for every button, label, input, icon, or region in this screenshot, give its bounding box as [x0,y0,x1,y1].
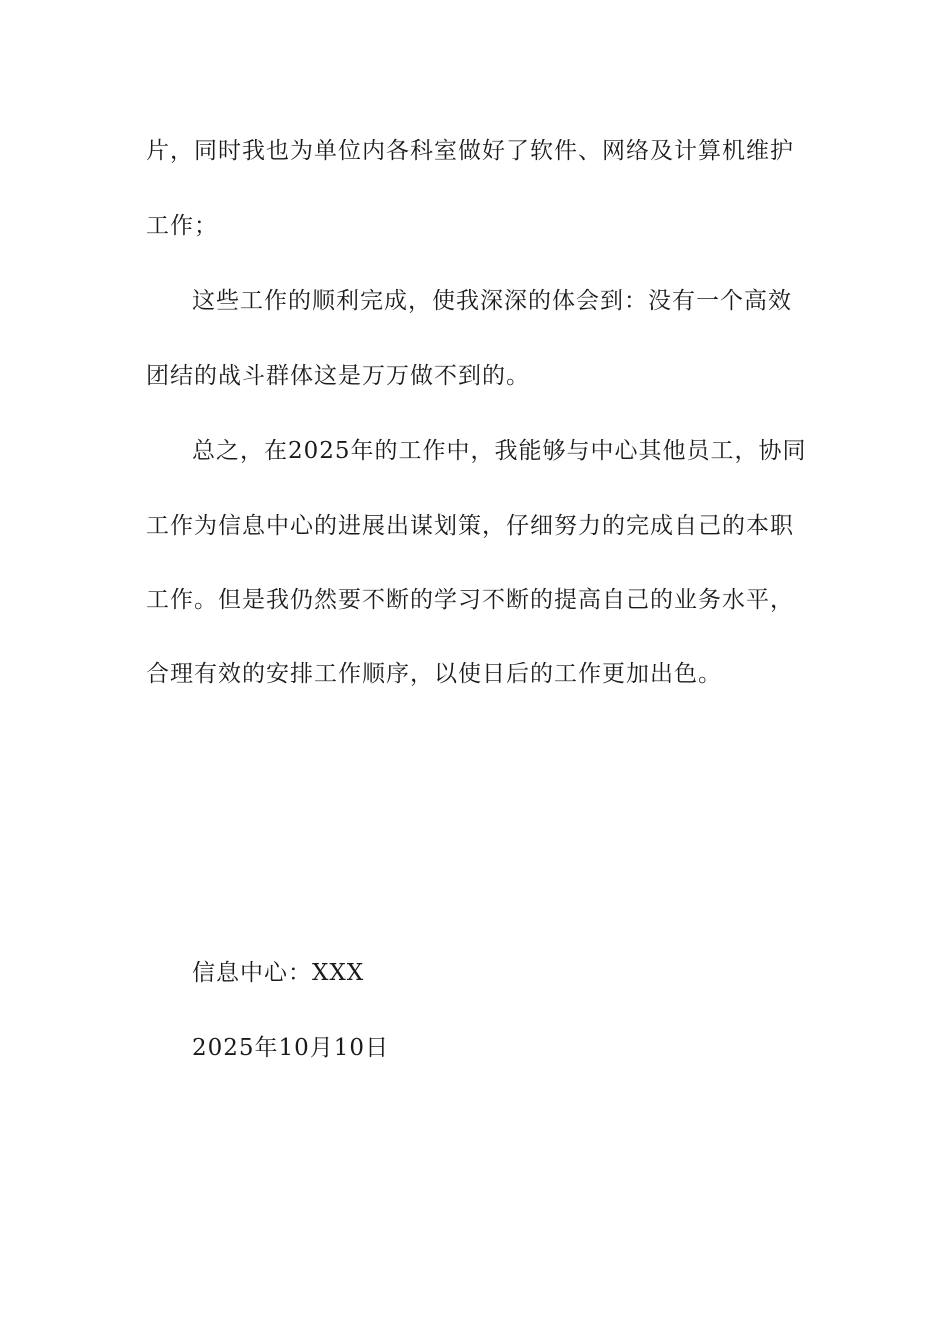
body-line-2: 工作； [146,213,218,239]
body-line-3: 这些工作的顺利完成，使我深深的体会到：没有一个高效 [192,288,792,314]
body-line-1: 片，同时我也为单位内各科室做好了软件、网络及计算机维护 [146,138,794,164]
signature-date: 2025年10月10日 [192,1035,390,1061]
signature-department: 信息中心：XXX [192,960,365,986]
body-line-5: 总之，在2025年的工作中，我能够与中心其他员工，协同 [192,438,807,464]
body-line-7: 工作。但是我仍然要不断的学习不断的提高自己的业务水平， [146,587,794,613]
body-line-8: 合理有效的安排工作顺序，以使日后的工作更加出色。 [146,661,722,687]
body-line-4: 团结的战斗群体这是万万做不到的。 [146,363,530,389]
body-line-6: 工作为信息中心的进展出谋划策，仔细努力的完成自己的本职 [146,513,794,539]
